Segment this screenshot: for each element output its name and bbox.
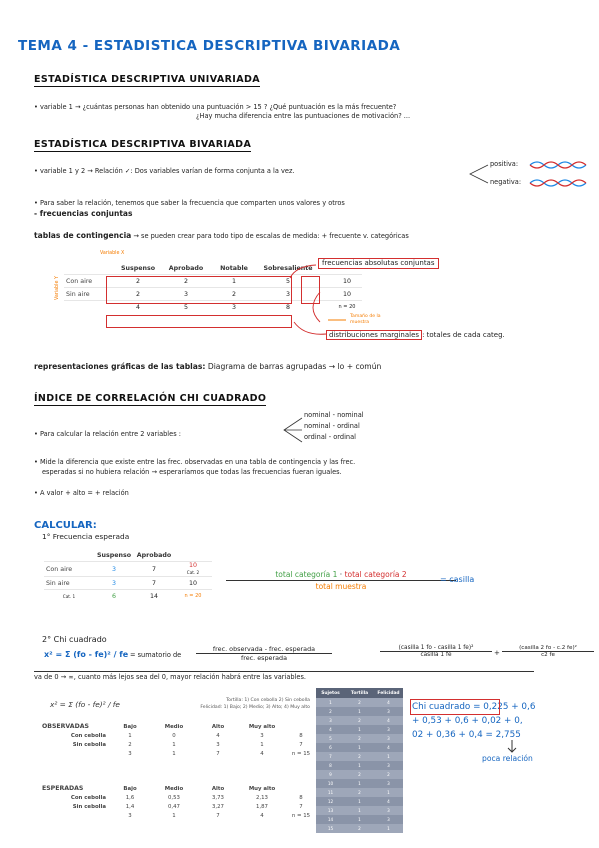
raw-data-cell: 2 xyxy=(345,716,374,725)
chi-line4: • A valor + alto = + relación xyxy=(34,489,129,497)
raw-data-cell: 2 xyxy=(345,788,374,797)
step1-label: 1° Frecuencia esperada xyxy=(42,532,130,541)
negativa-label: negativa: xyxy=(490,178,522,186)
arrow-down-icon xyxy=(506,740,518,754)
raw-data-row xyxy=(316,779,403,788)
raw-data-cell: 4 xyxy=(374,698,403,707)
raw-data-row xyxy=(316,788,403,797)
chi-line3: esperadas si no hubiera relación → esperaríamos que todas las frecuencias fueran iguales. xyxy=(42,468,342,476)
chi-plus: + xyxy=(494,649,500,657)
observadas-table: OBSERVADAS Bajo Medio Alto Muy alto Con cebolla 1 0 4 3 8 Sin cebolla 2 1 3 1 7 3 1 7 4 n = 15 xyxy=(42,723,311,757)
raw-data-row xyxy=(316,806,403,815)
step2-label: 2° Chi cuadrado xyxy=(42,635,107,644)
raw-data-cell: 2 xyxy=(374,770,403,779)
raw-data-cell: 1 xyxy=(374,752,403,761)
raw-data-cell: 1 xyxy=(345,743,374,752)
raw-data-cell: 2 xyxy=(345,770,374,779)
heading-univariada: ESTADÍSTICA DESCRIPTIVA UNIVARIADA xyxy=(34,74,261,85)
raw-data-cell: 2 xyxy=(345,824,374,833)
ann-conjuntas: frecuencias absolutas conjuntas xyxy=(318,258,439,269)
conjuntas-box xyxy=(106,276,292,304)
contingency-table: Suspenso Aprobado Notable Sobresaliente Con aire 2 2 1 5 10 Sin aire 2 3 2 3 10 4 5 3 8 n = 20 xyxy=(64,262,362,313)
heading-chi: ÍNDICE DE CORRELACIÓN CHI CUADRADO xyxy=(34,393,267,404)
raw-data-row xyxy=(316,761,403,770)
raw-data-cell: 1 xyxy=(374,788,403,797)
raw-data-cell: 3 xyxy=(374,806,403,815)
ann-marginales: distribuciones marginales xyxy=(326,330,422,340)
tablas-contingencia-note: → se pueden crear para todo tipo de escalas de medida: + frecuente v. categóricas xyxy=(133,232,409,240)
raw-data-cell: 4 xyxy=(316,725,345,734)
tamano-muestra-note: Tamaño de la muestra xyxy=(350,314,381,325)
raw-data-cell: 3 xyxy=(316,716,345,725)
raw-data-cell: 1 xyxy=(345,806,374,815)
var-x-label: Variable X xyxy=(100,251,125,256)
raw-data-cell: 4 xyxy=(374,716,403,725)
raw-data-row xyxy=(316,824,403,833)
raw-data-cell: 2 xyxy=(316,707,345,716)
univariada-line2: ¿Hay mucha diferencia entre las puntuaciones de motivación? ... xyxy=(196,112,411,120)
raw-data-cell: 2 xyxy=(345,734,374,743)
raw-data-cell: 11 xyxy=(316,788,345,797)
raw-data-cell: 2 xyxy=(345,752,374,761)
raw-data-row xyxy=(316,815,403,824)
raw-data-cell: 1 xyxy=(345,707,374,716)
raw-data-cell: 3 xyxy=(374,779,403,788)
raw-data-cell: 3 xyxy=(374,707,403,716)
raw-data-cell: 1 xyxy=(374,824,403,833)
raw-data-cell: 8 xyxy=(316,761,345,770)
chi-frac2: (casilla 1 fo - casilla 1 fe)² casilla 1 fe xyxy=(380,645,492,658)
raw-data-cell: 1 xyxy=(345,779,374,788)
raw-data-row xyxy=(316,707,403,716)
positiva-label: positiva: xyxy=(490,160,519,168)
chi-result-line-2: + 0,53 + 0,6 + 0,02 + 0, xyxy=(412,716,523,726)
raw-data-row xyxy=(316,770,403,779)
raw-data-cell: 5 xyxy=(316,734,345,743)
chi-line2: • Mide la diferencia que existe entre las frec. observadas en una tabla de contingencia y las frec. xyxy=(34,458,356,466)
chi-formula: x² = Σ (fo - fe)² / fe xyxy=(44,650,129,659)
raw-data-cell: 1 xyxy=(316,698,345,707)
raw-data-cell: 10 xyxy=(316,779,345,788)
raw-data-cell: 12 xyxy=(316,797,345,806)
bivariada-line3: - frecuencias conjuntas xyxy=(34,209,133,218)
graficas-line xyxy=(34,363,381,372)
raw-data-cell: 1 xyxy=(345,797,374,806)
univariada-line1: • variable 1 → ¿cuántas personas han obtenido una puntuación > 15 ? ¿Qué puntuación es la más frecuente? xyxy=(34,103,397,111)
raw-data-cell: 1 xyxy=(345,725,374,734)
raw-data-cell: 2 xyxy=(345,698,374,707)
raw-data-cell: 3 xyxy=(374,761,403,770)
graficas-rest: Diagrama de barras agrupadas → lo + común xyxy=(207,362,382,371)
page-title: TEMA 4 - ESTADISTICA DESCRIPTIVA BIVARIADA xyxy=(18,38,401,54)
fe-table: Suspenso Aprobado Con aire 3 7 10 Cat. 2 Sin aire 3 7 10 Cat. 1 6 14 n = 20 xyxy=(44,549,212,602)
raw-data-cell: 15 xyxy=(316,824,345,833)
chi-frac1: frec. observada - frec. esperada frec. esperada xyxy=(196,645,332,662)
ann-marginales-line xyxy=(326,331,505,340)
bivariada-line2: • Para saber la relación, tenemos que saber la frecuencia que comparten unos valores y otros xyxy=(34,199,345,207)
raw-data-cell: 1 xyxy=(345,815,374,824)
chi-type-2: nominal - ordinal xyxy=(304,422,360,430)
range-note: va de 0 → ∞, cuanto más lejos sea del 0, mayor relación habrá entre las variables. xyxy=(34,671,534,682)
fe-result: = casilla xyxy=(440,575,475,584)
raw-data-cell: 6 xyxy=(316,743,345,752)
small-formula: x² = Σ (fo - fe)² / fe xyxy=(50,700,120,709)
heading-calcular: CALCULAR: xyxy=(34,520,97,531)
result-note: poca relación xyxy=(482,754,533,763)
raw-data-cell: 1 xyxy=(345,761,374,770)
raw-data-cell: 9 xyxy=(316,770,345,779)
raw-data-cell: 3 xyxy=(374,734,403,743)
chi-formula-eq: = sumatorio de xyxy=(130,651,182,659)
chi-result-line-3: 02 + 0,36 + 0,4 = 2,755 xyxy=(412,730,521,740)
raw-data-row xyxy=(316,743,403,752)
raw-data-cell: 13 xyxy=(316,806,345,815)
legend-tortilla: Tortilla: 1) Con cebolla 2) Sin cebolla xyxy=(226,698,310,703)
legend-felicidad: Felicidad: 1) Bajo; 2) Medio; 3) Alto; 4) Muy alto xyxy=(200,705,310,710)
marginales-box-row xyxy=(106,315,292,328)
raw-data-cell: 4 xyxy=(374,743,403,752)
raw-data-cell: 3 xyxy=(374,725,403,734)
chi-type-1: nominal - nominal xyxy=(304,411,364,419)
bivariada-line4 xyxy=(34,232,599,241)
chi-type-3: ordinal - ordinal xyxy=(304,433,356,441)
chi-result-line-1: Chi cuadrado = 0,225 + 0,6 xyxy=(412,702,536,712)
raw-data-table: Sujetos Tortilla Felicidad 1 2 4 2 1 3 3 2 4 4 1 3 5 2 3 6 1 4 7 2 1 8 1 3 9 2 2 10 1 3 11 2 1 12 1 4 13 1 3 14 1 3 15 2 1 xyxy=(316,688,403,833)
graficas-bold: representaciones gráficas de las tablas: xyxy=(34,362,206,371)
raw-data-cell: 4 xyxy=(374,797,403,806)
chi-frac3: (casilla 2 fo - c.2 fe)² c2 fe xyxy=(502,645,594,658)
raw-data-cell: 7 xyxy=(316,752,345,761)
raw-data-row xyxy=(316,716,403,725)
raw-data-cell: 14 xyxy=(316,815,345,824)
chi-line1: • Para calcular la relación entre 2 variables : xyxy=(34,430,181,438)
tablas-contingencia-label: tablas de contingencia xyxy=(34,231,132,240)
raw-data-row xyxy=(316,698,403,707)
bivariada-line1: • variable 1 y 2 → Relación ✓: Dos variables varían de forma conjunta a la vez. xyxy=(34,167,295,175)
raw-data-row xyxy=(316,725,403,734)
fe-formula: total categoría 1 · total categoría 2 total muestra xyxy=(226,570,456,591)
raw-data-cell: 3 xyxy=(374,815,403,824)
raw-data-row xyxy=(316,797,403,806)
var-y-label: Variable Y xyxy=(55,276,60,300)
chi-result-box xyxy=(410,699,500,715)
heading-bivariada: ESTADÍSTICA DESCRIPTIVA BIVARIADA xyxy=(34,139,252,150)
raw-data-row xyxy=(316,734,403,743)
raw-data-row xyxy=(316,752,403,761)
ann-marginales-suffix: : totales de cada categ. xyxy=(422,331,505,339)
relation-waves-icon xyxy=(468,158,594,192)
esperadas-table: ESPERADAS Bajo Medio Alto Muy alto Con cebolla 1,6 0,53 3,73 2,13 8 Sin cebolla 1,4 0,47 3,27 1,87 7 3 1 7 4 n = 15 xyxy=(42,785,311,819)
